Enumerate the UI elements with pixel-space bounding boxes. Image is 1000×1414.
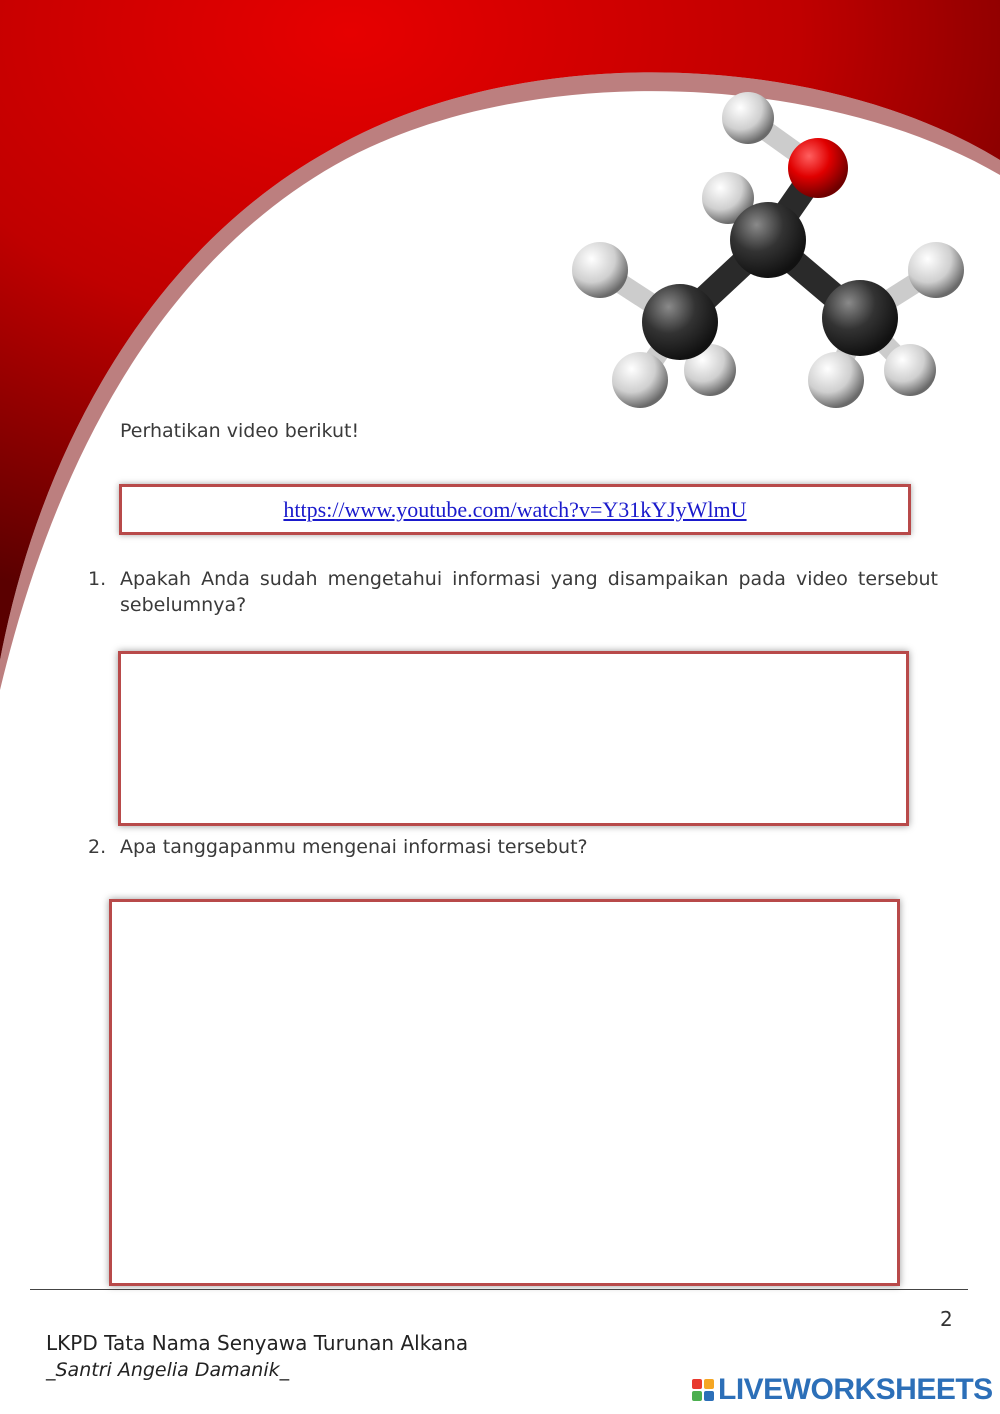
question-2-text: Apa tanggapanmu mengenai informasi tersebut? [120,836,588,858]
liveworksheets-icon [692,1379,714,1401]
video-link-box [119,484,911,535]
footer-title: LKPD Tata Nama Senyawa Turunan Alkana [46,1331,469,1355]
question-1 [88,566,938,618]
answer-box-1[interactable] [118,651,909,826]
question-1-number: 1. [88,568,107,590]
intro-text: Perhatikan video berikut! [120,420,360,442]
liveworksheets-logo [692,1373,993,1407]
question-1-text: Apakah Anda sudah mengetahui informasi yang disampaikan pada video tersebut sebelumnya? [120,568,938,616]
answer-box-2[interactable] [109,899,900,1286]
footer-divider [30,1289,968,1290]
page-number: 2 [940,1307,953,1331]
question-2-number: 2. [88,836,107,858]
footer-author: _Santri Angelia Damanik_ [46,1359,290,1381]
isopropanol-molecule-icon [560,80,980,420]
question-2 [88,834,938,860]
liveworksheets-brand: LIVEWORKSHEETS [718,1373,993,1406]
video-link[interactable]: https://www.youtube.com/watch?v=Y31kYJyWlmU [283,497,747,522]
